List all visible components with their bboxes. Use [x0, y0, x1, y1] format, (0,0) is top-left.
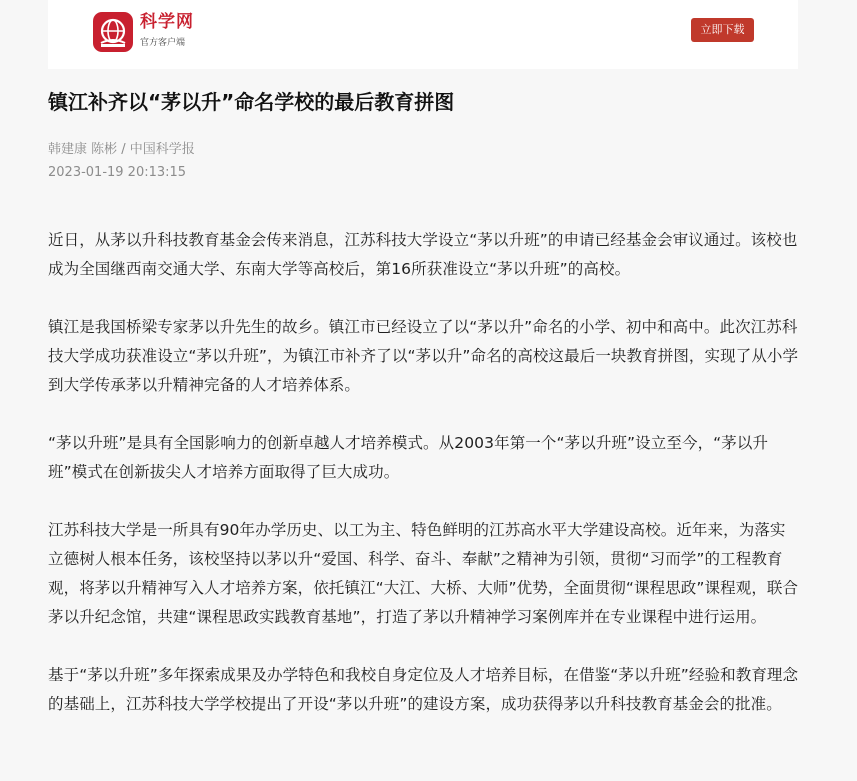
article-paragraph: 江苏科技大学是一所具有90年办学历史、以工为主、特色鲜明的江苏高水平大学建设高校。近年来，为落实立德树人根本任务，该校坚持以茅以升“爱国、科学、奋斗、奉献”之精神为引领，贯彻“习而学”的工程教育观，将茅以升精神写入人才培养方案，依托镇江“大江、大桥、大师”优势，全面贯彻“课程思政”课程观，联合茅以升纪念馆，共建“课程思政实践教育基地”，打造了茅以升精神学习案例库并在专业课程中进行运用。	[48, 521, 799, 626]
article-byline: 韩建康 陈彬 / 中国科学报	[48, 142, 195, 157]
article-paragraph: “茅以升班”是具有全国影响力的创新卓越人才培养模式。从2003年第一个“茅以升班”设立至今，“茅以升班”模式在创新拔尖人才培养方面取得了巨大成功。	[48, 434, 769, 481]
download-app-button[interactable]: 立即下载	[691, 18, 754, 42]
brand-name: 科学网	[140, 12, 194, 32]
app-download-banner	[48, 0, 798, 69]
article-page	[48, 0, 798, 781]
article-body	[48, 226, 800, 748]
article-paragraph: 基于“茅以升班”多年探索成果及办学特色和我校自身定位及人才培养目标，在借鉴“茅以升班”经验和教育理念的基础上，江苏科技大学学校提出了开设“茅以升班”的建设方案，成功获得茅以升科技教育基金会的批准。	[48, 666, 799, 713]
article-paragraph: 近日，从茅以升科技教育基金会传来消息，江苏科技大学设立“茅以升班”的申请已经基金会审议通过。该校也成为全国继西南交通大学、东南大学等高校后，第16所获准设立“茅以升班”的高校。	[48, 231, 798, 278]
article-title: 镇江补齐以“茅以升”命名学校的最后教育拼图	[48, 90, 455, 114]
article-paragraph: 镇江是我国桥梁专家茅以升先生的故乡。镇江市已经设立了以“茅以升”命名的小学、初中和高中。此次江苏科技大学成功获准设立“茅以升班”，为镇江市补齐了以“茅以升”命名的高校这最后一块教育拼图，实现了从小学到大学传承茅以升精神完备的人才培养体系。	[48, 318, 799, 394]
article-date: 2023-01-19 20:13:15	[48, 165, 187, 180]
sciencenet-logo-icon[interactable]	[93, 12, 133, 52]
brand-subtitle: 官方客户端	[140, 38, 186, 48]
